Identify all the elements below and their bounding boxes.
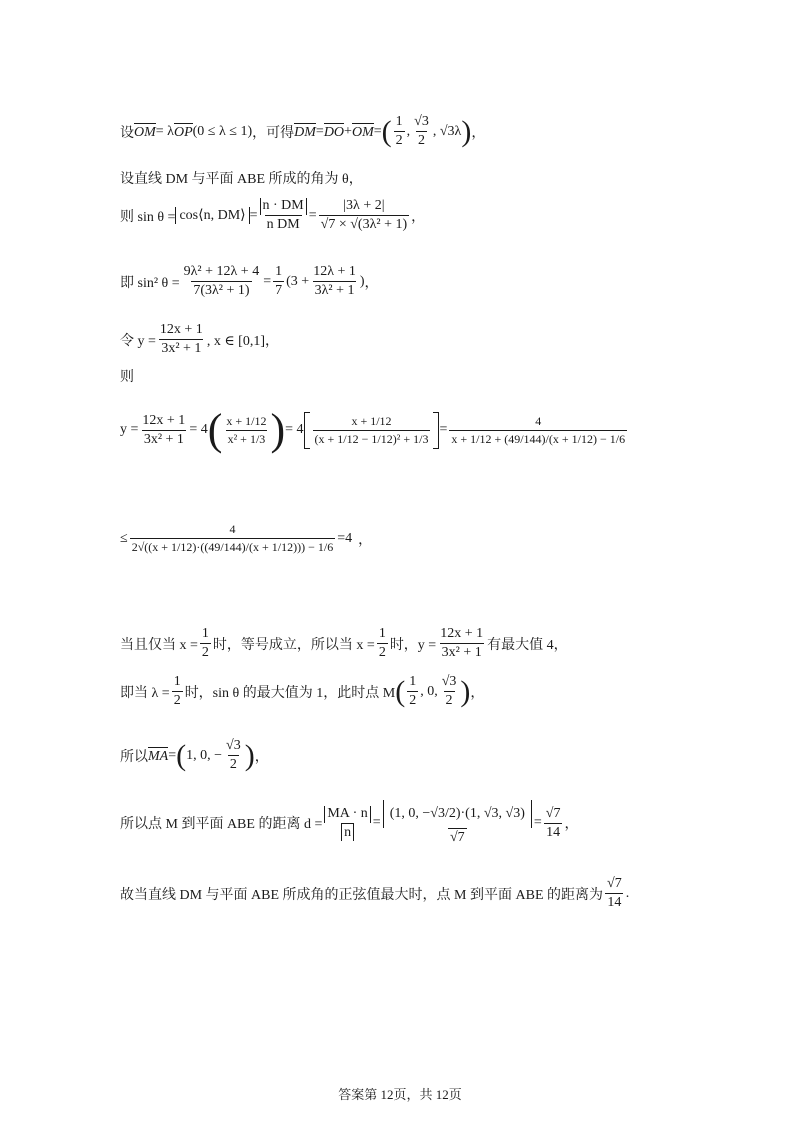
- text: =: [439, 422, 448, 437]
- text: ，: [564, 817, 579, 832]
- text: ，: [411, 209, 426, 225]
- fraction: $\frac{√7}{14}$: [607, 876, 622, 910]
- text: +: [344, 123, 352, 139]
- fraction: $\frac{√3}{2}$: [441, 674, 457, 708]
- text: 当且仅当 x =: [120, 637, 198, 653]
- line-conclusion: [120, 876, 629, 911]
- fraction: $\frac{1}{2}$: [409, 674, 417, 708]
- fraction: $\frac{x + 1/12}{\text{(x + 1/12 − 1/12)² + 1/3}}$: [314, 413, 429, 446]
- line-equality-condition: [120, 626, 568, 661]
- text: y =: [120, 422, 139, 437]
- vector-do: DO: [323, 124, 345, 140]
- text: ，: [470, 685, 485, 701]
- line-vector-ma: [120, 738, 269, 773]
- line-om-dm: 设 OM = λ OP (0 ≤ λ ≤ 1) ，可得 DM = DO + OM = ( $\frac{1}{2}$ , $\frac{√3}{2}$ , √3λ ) ，: [120, 114, 486, 148]
- fraction: $\frac{1}{2}$: [395, 114, 403, 148]
- text: 所以: [120, 749, 148, 765]
- text: =: [373, 123, 382, 139]
- fraction: $\frac{(1, 0, -√3/2)\cdot(1, √3, √3)}{√7}$: [383, 800, 532, 846]
- text: , √3λ: [432, 123, 462, 139]
- text: 时，y =: [389, 637, 437, 653]
- fraction: $\frac{1}{2}$: [201, 626, 209, 660]
- condition: (0 ≤ λ ≤ 1): [192, 123, 253, 139]
- paren-right: ): [244, 738, 255, 772]
- text: (3 +: [286, 273, 310, 289]
- text: 所以点 M 到平面 ABE 的距离 d =: [120, 817, 323, 832]
- fraction: $\frac{MA \cdot n}{n}$: [324, 806, 370, 841]
- text: ，: [471, 125, 486, 141]
- text: =: [533, 815, 542, 830]
- line-sin-theta: [120, 198, 425, 233]
- text: 则 sin θ =: [120, 209, 176, 225]
- fraction: $\frac{12x + 1}{\text{3x² + 1}}$: [440, 626, 484, 660]
- fraction: $\frac{x + 1/12}{\text{x² + 1/3}}$: [226, 413, 267, 446]
- line-y-derivation: [120, 405, 629, 454]
- text: ，可得: [252, 125, 295, 141]
- line-let-y: [120, 322, 279, 357]
- text: 故当直线 DM 与平面 ABE 所成角的正弦值最大时，点 M 到平面 ABE 的距离为: [120, 887, 604, 903]
- fraction: $\frac{12x + 1}{\text{3x² + 1}}$: [142, 412, 186, 447]
- paren-left: (: [176, 738, 187, 772]
- text: = 4: [285, 422, 304, 437]
- text: =: [168, 747, 177, 763]
- fraction: $\frac{1}{2}$: [173, 674, 181, 708]
- fraction: $\frac{4}{x + 1/12 + (49/144)/(x + 1/12) - 1/6}$: [451, 413, 626, 446]
- vector-op: OP: [173, 124, 193, 140]
- fraction: $\frac{|3\lambda + 2|}{\text{√7 × √(3λ² + 1)}}$: [320, 198, 408, 232]
- paren-left: (: [207, 405, 223, 454]
- paren-right: ): [460, 674, 471, 708]
- text: ，: [358, 532, 373, 548]
- text: 令 y =: [120, 333, 156, 349]
- text: ): [359, 273, 365, 289]
- line-angle-theta: 设直线 DM 与平面 ABE 所成的角为 θ，: [120, 172, 363, 187]
- text: , x ∈ [0,1]，: [206, 333, 279, 349]
- line-inequality: [120, 522, 372, 555]
- text: 设: [120, 125, 134, 141]
- fraction: $\frac{12x + 1}{\text{3x² + 1}}$: [159, 322, 203, 356]
- vector-ma: MA: [148, 748, 169, 764]
- fraction: $\frac{1}{2}$: [378, 626, 386, 660]
- fraction: $\frac{4}{2√((x + 1/12)\cdot((49/144)/(x + 1/12))) - 1/6}$: [131, 522, 334, 554]
- text: =: [308, 207, 317, 223]
- fraction: $\frac{√7}{14}$: [545, 805, 561, 840]
- text: 时，sin θ 的最大值为 1，此时点 M: [184, 685, 396, 701]
- text: 即当 λ =: [120, 685, 170, 701]
- text: , 0,: [420, 683, 438, 699]
- fraction: $\frac{√3}{2}$: [226, 738, 241, 772]
- text: 有最大值 4，: [487, 637, 568, 653]
- bracket-group: [304, 412, 440, 449]
- text: 即 sin² θ =: [120, 275, 180, 291]
- vector-om: OM: [351, 124, 374, 140]
- text: ，: [254, 749, 269, 765]
- line-sin-squared: [120, 264, 379, 299]
- text: =: [315, 123, 324, 139]
- paren-right: ): [461, 114, 472, 148]
- paren-right: ): [270, 405, 286, 454]
- text: =: [249, 207, 258, 223]
- fraction: $\frac{12\lambda + 1}{\text{3λ² + 1}}$: [313, 264, 356, 298]
- text: =: [372, 815, 381, 830]
- text: ，: [364, 275, 379, 291]
- text: = 4: [189, 422, 208, 437]
- line-distance: [120, 800, 578, 846]
- fraction: $\frac{1}{7}$: [275, 264, 283, 298]
- paren-left: (: [381, 114, 392, 148]
- text: ≤: [120, 530, 128, 546]
- text: .: [625, 885, 630, 901]
- line-point-m: [120, 674, 484, 709]
- vector-dm: DM: [294, 124, 316, 140]
- paren-left: (: [395, 674, 406, 708]
- text: =: [263, 273, 272, 289]
- text: =4: [337, 530, 353, 546]
- text: 时，等号成立，所以当 x =: [212, 637, 375, 653]
- page-footer: 答案第 12页，共 12页: [338, 1087, 462, 1102]
- text: 1, 0, −: [186, 747, 223, 763]
- line-then: 则: [120, 370, 134, 385]
- vector-om: OM: [134, 124, 156, 140]
- fraction: $\frac{\text{9λ² + 12λ + 4}}{\text{7(3λ² + 1)}}$: [183, 264, 260, 298]
- text: = λ: [155, 123, 174, 139]
- abs-cos: cos⟨n, DM⟩: [175, 207, 249, 224]
- fraction: $\frac{√3}{2}$: [414, 114, 429, 148]
- fraction: $\frac{n \cdot DM}{\text{n DM}}$: [260, 198, 307, 233]
